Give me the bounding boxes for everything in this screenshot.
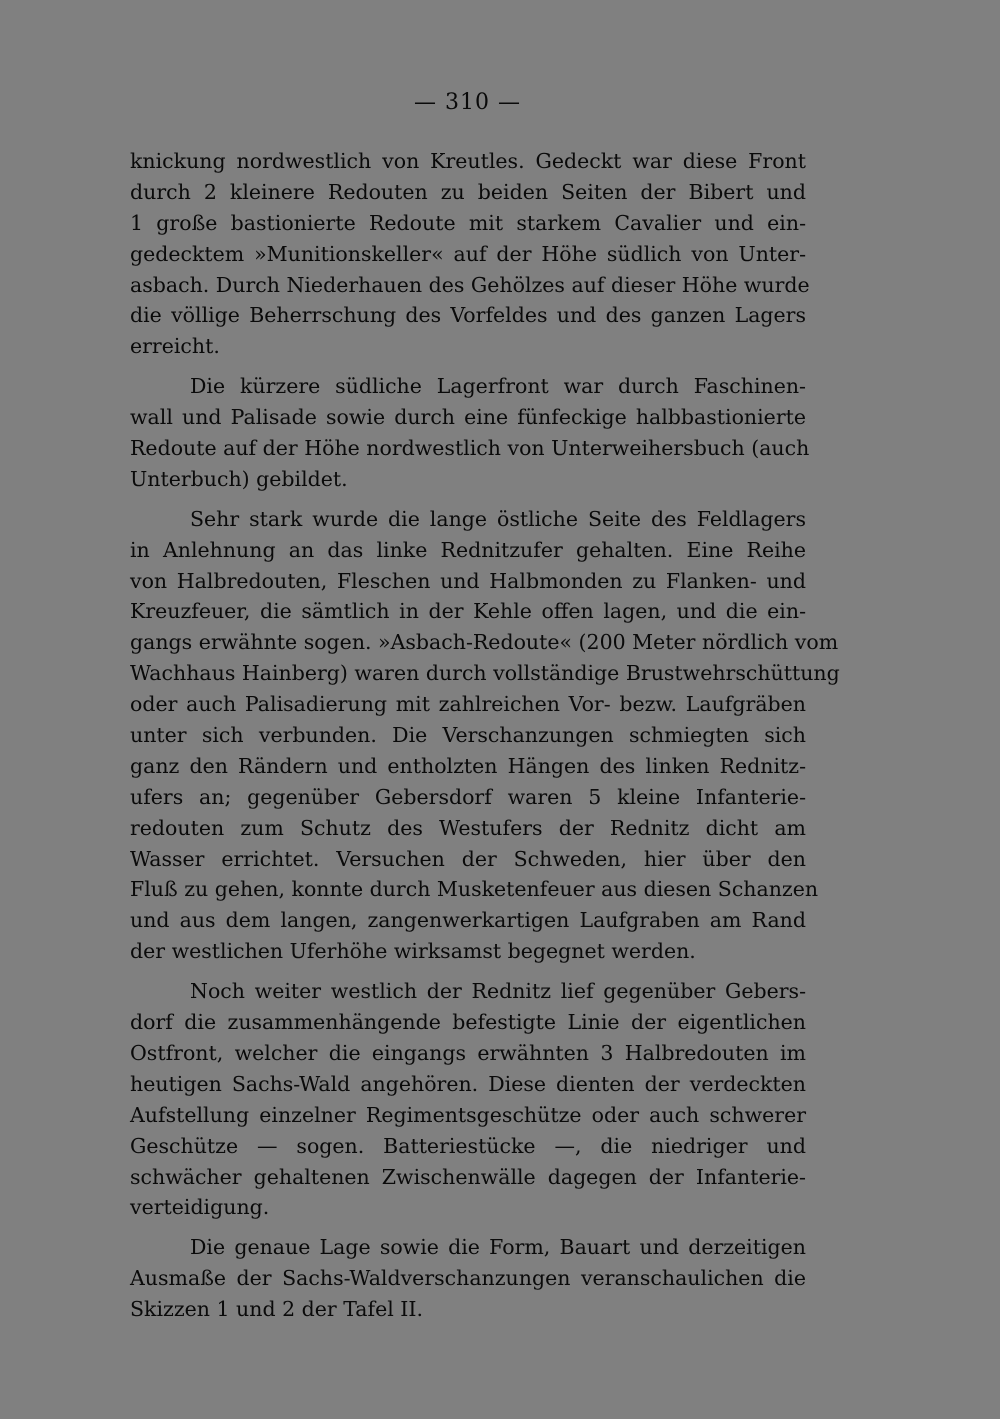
text-line: erreicht. <box>130 334 220 359</box>
text-line: der westlichen Uferhöhe wirksamst begegnet werden. <box>130 939 696 964</box>
text-line: Ostfront, welcher die eingangs erwähnten 3 Halbredouten im <box>130 1040 806 1065</box>
text-line: die völlige Beherrschung des Vorfeldes und des ganzen Lagers <box>130 303 806 328</box>
body-text <box>130 146 840 1334</box>
paragraph-4 <box>130 976 806 1223</box>
text-line: schwächer gehaltenen Zwischenwälle dagegen der Infanterie- <box>130 1164 806 1189</box>
text-line: Skizzen 1 und 2 der Tafel II. <box>130 1297 424 1322</box>
text-line: von Halbredouten, Fleschen und Halbmonden zu Flanken- und <box>130 568 806 593</box>
paragraph-5 <box>130 1232 806 1325</box>
text-line: Noch weiter westlich der Rednitz lief gegenüber Gebers- <box>190 979 806 1004</box>
text-line: in Anlehnung an das linke Rednitzufer gehalten. Eine Reihe <box>130 537 806 562</box>
paragraph-2 <box>130 371 810 495</box>
text-line: heutigen Sachs-Wald angehören. Diese dienten der verdeckten <box>130 1071 806 1096</box>
paragraph-3 <box>130 504 840 967</box>
text-line: knickung nordwestlich von Kreutles. Gedeckt war diese Front <box>130 149 806 173</box>
text-line: wall und Palisade sowie durch eine fünfeckige halbbastionierte <box>130 405 806 430</box>
text-line: Redoute auf der Höhe nordwestlich von Unterweihersbuch (auch <box>130 436 810 461</box>
text-line: gedecktem »Munitionskeller« auf der Höhe südlich von Unter- <box>130 241 806 266</box>
text-line: und aus dem langen, zangenwerkartigen Laufgraben am Rand <box>130 908 806 933</box>
text-line: redouten zum Schutz des Westufers der Rednitz dicht am <box>130 815 806 840</box>
text-line: Geschütze — sogen. Batteriestücke —, die niedriger und <box>130 1133 806 1158</box>
text-line: oder auch Palisadierung mit zahlreichen Vor- bezw. Laufgräben <box>130 692 806 717</box>
text-line: 1 große bastionierte Redoute mit starkem Cavalier und ein- <box>130 210 806 235</box>
text-line: Unterbuch) gebildet. <box>130 466 348 491</box>
text-line: Wachhaus Hainberg) waren durch vollständige Brustwehrschüttung <box>130 661 840 686</box>
text-line: Aufstellung einzelner Regimentsgeschütze oder auch schwerer <box>130 1102 806 1127</box>
text-line: dorf die zusammenhängende befestigte Linie der eigentlichen <box>130 1010 806 1035</box>
text-line: Die genaue Lage sowie die Form, Bauart und derzeitigen <box>190 1235 806 1260</box>
text-line: Kreuzfeuer, die sämtlich in der Kehle offen lagen, und die ein- <box>130 599 806 624</box>
text-line: ufers an; gegenüber Gebersdorf waren 5 kleine Infanterie- <box>130 784 806 809</box>
paragraph-1 <box>130 146 810 362</box>
text-line: durch 2 kleinere Redouten zu beiden Seiten der Bibert und <box>130 179 806 204</box>
text-line: Sehr stark wurde die lange östliche Seite des Feldlagers <box>190 506 806 531</box>
text-line: Wasser errichtet. Versuchen der Schweden, hier über den <box>130 846 806 871</box>
text-line: ganz den Rändern und entholzten Hängen des linken Rednitz- <box>130 753 806 778</box>
page-number: — 310 — <box>414 90 521 115</box>
text-line: unter sich verbunden. Die Verschanzungen schmiegten sich <box>130 723 806 748</box>
text-line: asbach. Durch Niederhauen des Gehölzes auf dieser Höhe wurde <box>130 272 810 297</box>
text-line: gangs erwähnte sogen. »Asbach-Redoute« (200 Meter nördlich vom <box>130 630 839 655</box>
text-line: Die kürzere südliche Lagerfront war durch Faschinen- <box>190 374 806 399</box>
text-line: Ausmaße der Sachs-Waldverschanzungen veranschaulichen die <box>130 1266 806 1291</box>
text-line: Fluß zu gehen, konnte durch Musketenfeuer aus diesen Schanzen <box>130 877 819 902</box>
text-line: verteidigung. <box>130 1195 270 1220</box>
